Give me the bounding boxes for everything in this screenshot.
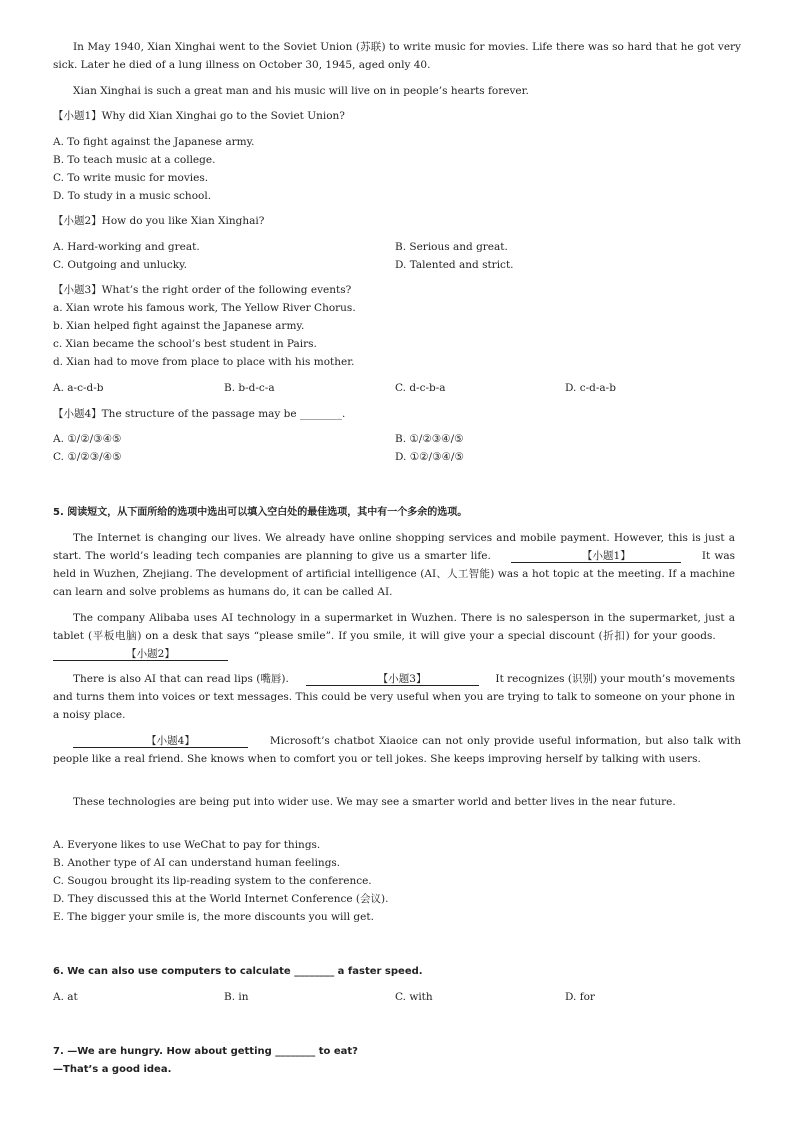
- option-a[interactable]: A. a-c-d-b: [53, 382, 104, 394]
- question-stem: 【小题4】The structure of the passage may be ________.: [53, 408, 346, 420]
- option-b[interactable]: B. To teach music at a college.: [53, 154, 216, 166]
- question-stem: 【小题1】Why did Xian Xinghai go to the Soviet Union?: [53, 110, 345, 122]
- option-c[interactable]: C. d-c-b-a: [395, 382, 446, 394]
- cloze-paragraph: [53, 529, 735, 601]
- option-a[interactable]: A. ①/②/③④⑤: [53, 433, 122, 445]
- option-d[interactable]: D. To study in a music school.: [53, 190, 212, 202]
- question-response: —That’s a good idea.: [53, 1064, 172, 1075]
- option-d[interactable]: D. ①②/③④/⑤: [395, 451, 464, 463]
- question-stem: 6. We can also use computers to calculate ________ a faster speed.: [53, 966, 423, 977]
- cloze-paragraph: [53, 732, 741, 768]
- option-c[interactable]: C. Outgoing and unlucky.: [53, 259, 187, 271]
- option-d[interactable]: D. c-d-a-b: [565, 382, 616, 394]
- option-c[interactable]: C. with: [395, 991, 433, 1003]
- question-stem: 【小题2】How do you like Xian Xinghai?: [53, 215, 265, 227]
- option-a[interactable]: A. at: [53, 991, 78, 1003]
- option-e[interactable]: E. The bigger your smile is, the more discounts you will get.: [53, 911, 374, 923]
- section-title: 5. 阅读短文，从下面所给的选项中选出可以填入空白处的最佳选项，其中有一个多余的选项。: [53, 507, 468, 518]
- option-a[interactable]: A. Everyone likes to use WeChat to pay for things.: [53, 839, 321, 851]
- event-item: b. Xian helped fight against the Japanese army.: [53, 320, 305, 332]
- paragraph-text: There is also AI that can read lips (嘴唇).: [73, 673, 289, 685]
- option-a[interactable]: A. To fight against the Japanese army.: [53, 136, 255, 148]
- option-b[interactable]: B. Serious and great.: [395, 241, 508, 253]
- paragraph-text: It recognizes (识别) your mouth’s movements and turns them into voices or text messages. This could be very useful when you are trying to talk to someone on your phone in a noisy place.: [53, 673, 735, 721]
- blank-1[interactable]: 【小题1】: [511, 550, 681, 563]
- option-d[interactable]: D. Talented and strict.: [395, 259, 514, 271]
- option-c[interactable]: C. To write music for movies.: [53, 172, 209, 184]
- blank-4[interactable]: 【小题4】: [73, 735, 248, 748]
- cloze-paragraph: These technologies are being put into wider use. We may see a smarter world and better lives in the near future.: [73, 796, 676, 808]
- paragraph-text: The Internet is changing our lives. We already have online shopping services and mobile payment. However, this is just a start. The world’s leading tech companies are planning to give us a smarter life.: [53, 532, 735, 562]
- event-item: d. Xian had to move from place to place with his mother.: [53, 356, 355, 368]
- paragraph-text: Microsoft’s chatbot Xiaoice can not only provide useful information, but also talk with people like a real friend. She knows when to comfort you or tell jokes. She keeps improving herself by talking with users.: [53, 735, 741, 765]
- option-a[interactable]: A. Hard-working and great.: [53, 241, 200, 253]
- event-item: c. Xian became the school’s best student in Pairs.: [53, 338, 317, 350]
- passage-paragraph: In May 1940, Xian Xinghai went to the Soviet Union (苏联) to write music for movies. Life there was so hard that he got very sick. Later he died of a lung illness on October 30, 1945, aged only 40.: [53, 41, 741, 71]
- blank-2[interactable]: 【小题2】: [53, 648, 228, 661]
- option-d[interactable]: D. They discussed this at the World Internet Conference (会议).: [53, 893, 389, 905]
- option-b[interactable]: B. b-d-c-a: [224, 382, 275, 394]
- blank-3[interactable]: 【小题3】: [306, 673, 479, 686]
- option-c[interactable]: C. Sougou brought its lip-reading system to the conference.: [53, 875, 372, 887]
- paragraph-text: It was held in Wuzhen, Zhejiang. The development of artificial intelligence (AI、人工智能) was a hot topic at the meeting. If a machine can learn and solve problems as humans do, it can be called AI.: [53, 550, 735, 598]
- option-d[interactable]: D. for: [565, 991, 595, 1003]
- option-c[interactable]: C. ①/②③/④⑤: [53, 451, 122, 463]
- cloze-paragraph: [53, 670, 735, 724]
- cloze-paragraph: [53, 609, 735, 663]
- option-b[interactable]: B. Another type of AI can understand human feelings.: [53, 857, 341, 869]
- paragraph-text: The company Alibaba uses AI technology in a supermarket in Wuzhen. There is no salesperson in the supermarket, just a tablet (平板电脑) on a desk that says “please smile”. If you smile, it will give your a special discount (折扣) for your goods.: [53, 612, 735, 642]
- passage-paragraph: Xian Xinghai is such a great man and his music will live on in people’s hearts forever.: [73, 85, 529, 97]
- question-stem: 【小题3】What’s the right order of the following events?: [53, 284, 352, 296]
- option-b[interactable]: B. ①/②③④/⑤: [395, 433, 464, 445]
- option-b[interactable]: B. in: [224, 991, 249, 1003]
- question-stem: 7. —We are hungry. How about getting ________ to eat?: [53, 1046, 358, 1057]
- event-item: a. Xian wrote his famous work, The Yellow River Chorus.: [53, 302, 356, 314]
